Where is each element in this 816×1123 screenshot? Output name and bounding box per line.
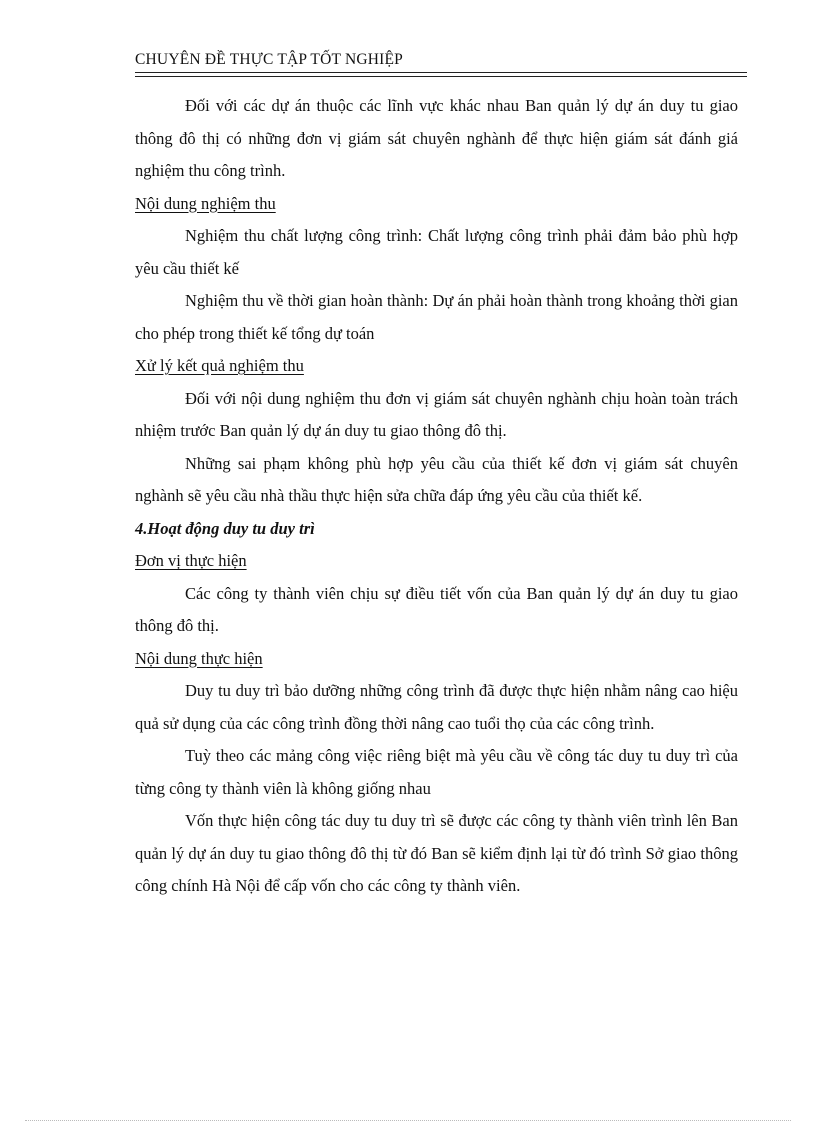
paragraph: Nghiệm thu chất lượng công trình: Chất lượng công trình phải đảm bảo phù hợp yêu cầu thiết kế <box>135 226 738 278</box>
paragraph: Những sai phạm không phù hợp yêu cầu của thiết kế đơn vị giám sát chuyên nghành sẽ yêu cầu nhà thầu thực hiện sửa chữa đáp ứng yêu cầu của thiết kế. <box>135 453 738 505</box>
paragraph: Tuỳ theo các mảng công việc riêng biệt mà yêu cầu về công tác duy tu duy trì của từng công ty thành viên là không giống nhau <box>135 746 738 798</box>
paragraph: Đối với các dự án thuộc các lĩnh vực khác nhau Ban quản lý dự án duy tu giao thông đô thị có những đơn vị giám sát chuyên nghành để thực hiện giám sát đánh giá nghiệm thu công trình. <box>135 96 738 180</box>
paragraph: Các công ty thành viên chịu sự điều tiết vốn của Ban quản lý dự án duy tu giao thông đô thị. <box>135 583 738 635</box>
section-heading-maintenance: 4.Hoạt động duy tu duy trì <box>135 518 315 538</box>
subheading-implementation-content: Nội dung thực hiện <box>135 648 263 668</box>
subheading-implementing-unit: Đơn vị thực hiện <box>135 551 247 570</box>
header-rule-thick <box>135 72 747 73</box>
paragraph: Duy tu duy trì bảo dưỡng những công trình đã được thực hiện nhằm nâng cao hiệu quả sử dụng của các công trình đồng thời nâng cao tuổi thọ của các công trình. <box>135 681 738 733</box>
paragraph: Vốn thực hiện công tác duy tu duy trì sẽ được các công ty thành viên trình lên Ban quản lý dự án duy tu giao thông đô thị từ đó Ban sẽ kiểm định lại từ đó trình Sở giao thông công chính Hà Nội để cấp vốn cho các công ty thành viên. <box>135 811 738 895</box>
page-bottom-border <box>25 1120 791 1121</box>
page-header-title: CHUYÊN ĐỀ THỰC TẬP TỐT NGHIỆP <box>135 51 403 68</box>
header-rule-thin <box>135 76 747 77</box>
document-body <box>135 90 738 903</box>
paragraph: Nghiệm thu về thời gian hoàn thành: Dự án phải hoàn thành trong khoảng thời gian cho phép trong thiết kế tổng dự toán <box>135 291 738 343</box>
subheading-acceptance-content: Nội dung nghiệm thu <box>135 193 276 213</box>
subheading-acceptance-results: Xử lý kết quả nghiệm thu <box>135 356 304 375</box>
paragraph: Đối với nội dung nghiệm thu đơn vị giám sát chuyên nghành chịu hoàn toàn trách nhiệm trước Ban quản lý dự án duy tu giao thông đô thị. <box>135 388 738 440</box>
